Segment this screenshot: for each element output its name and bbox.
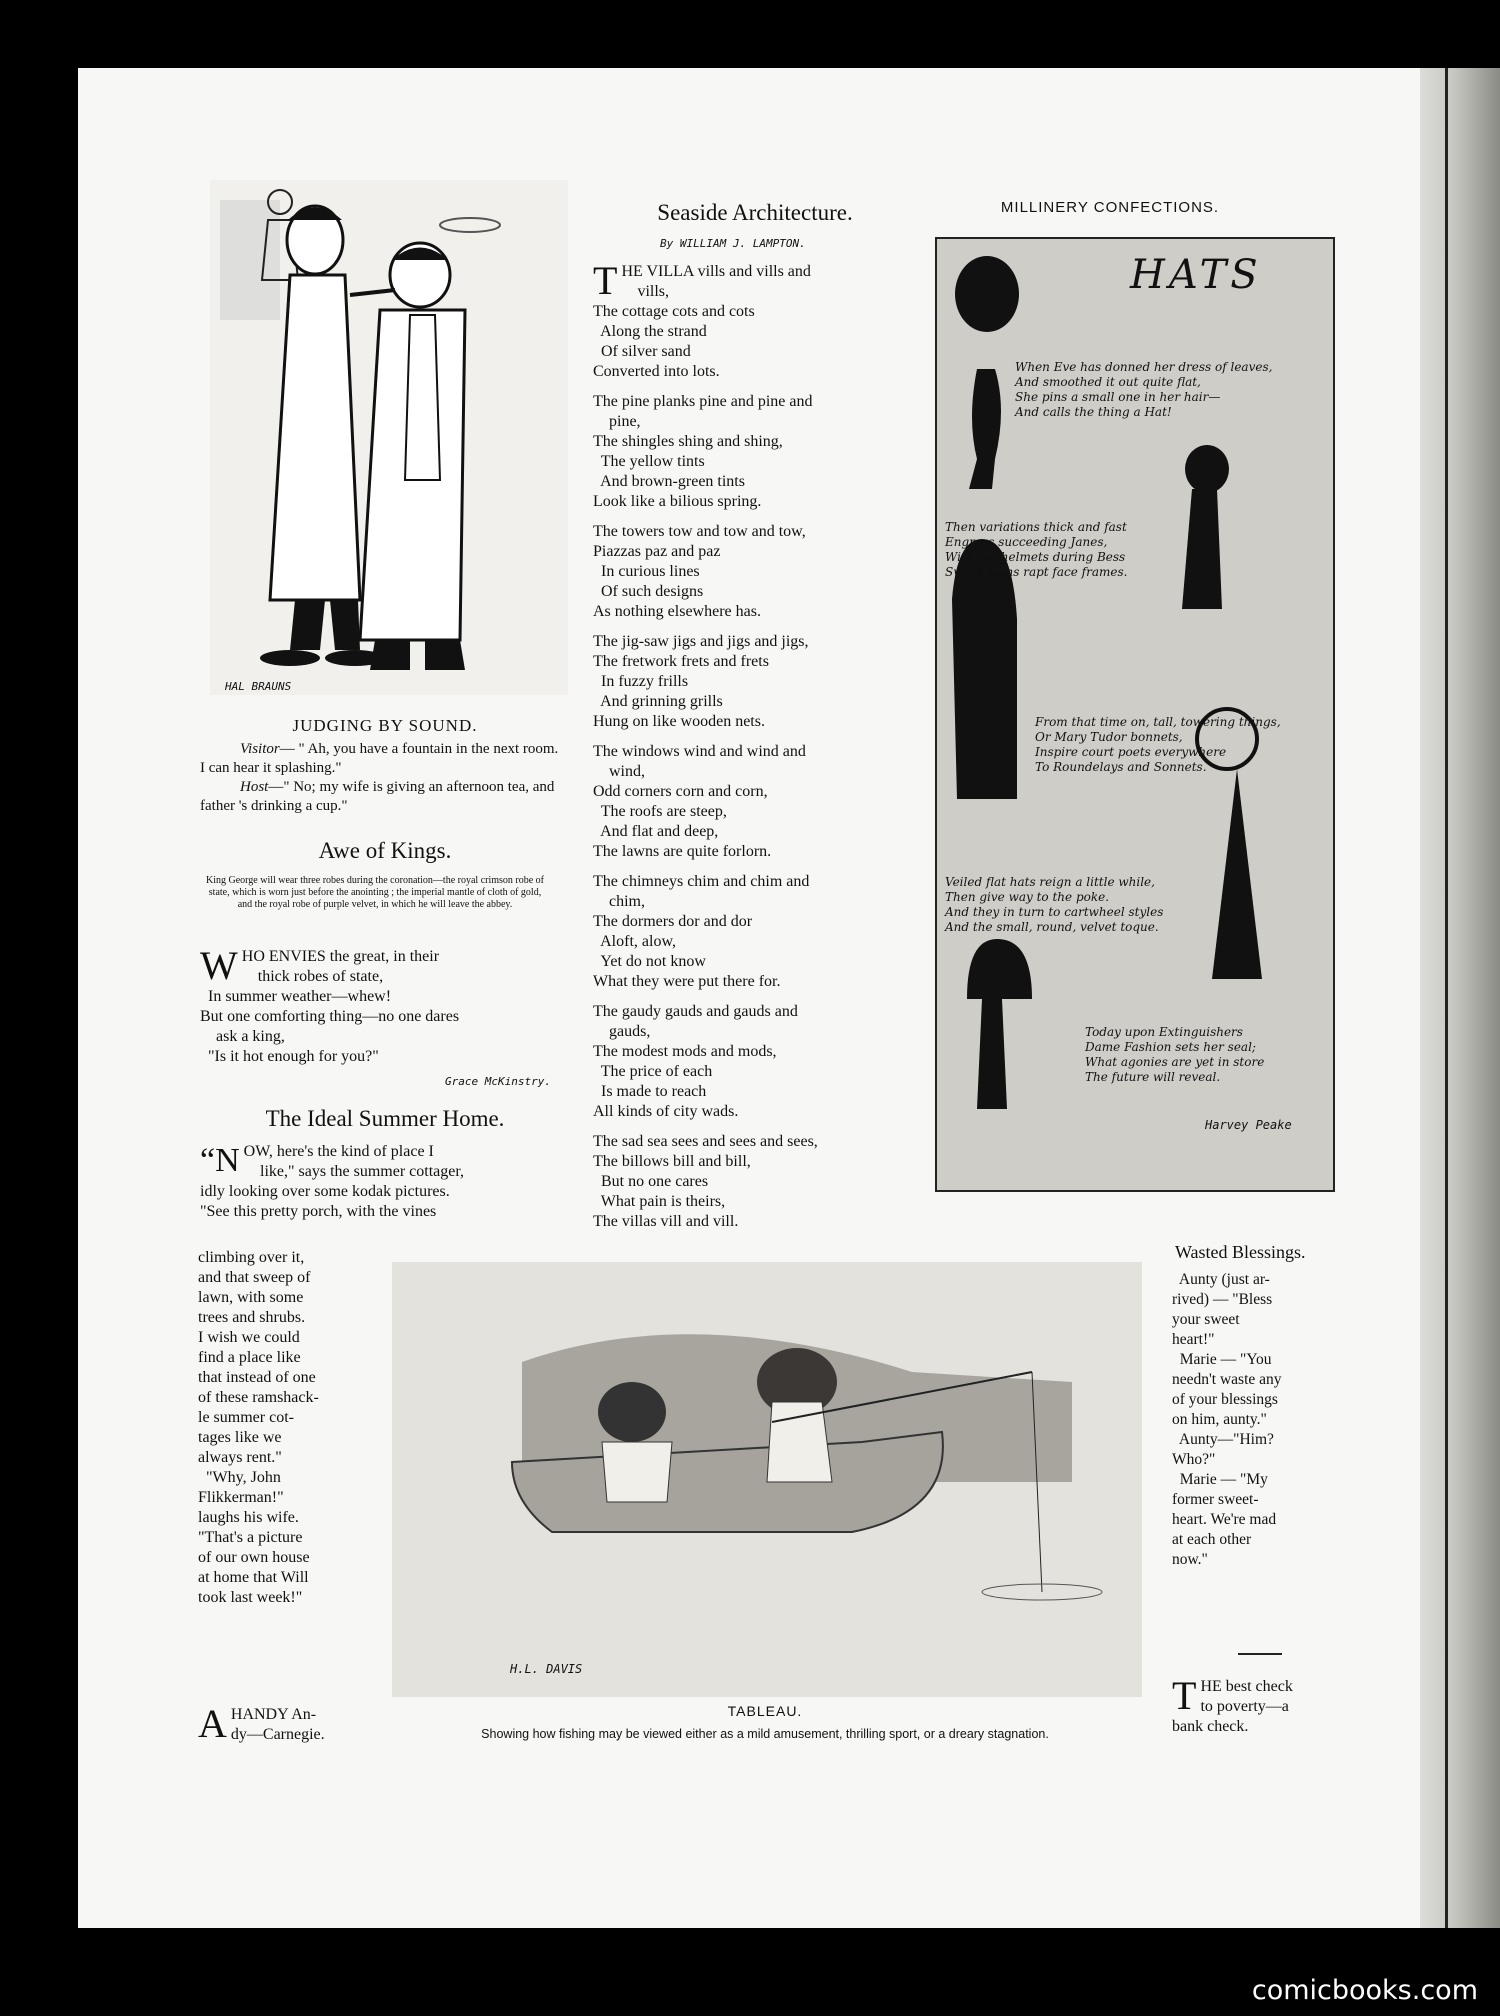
tableau-title: TABLEAU. (727, 1703, 803, 1719)
cartoon-title: JUDGING BY SOUND. (292, 716, 478, 735)
ideal-narrow-line: of our own house (198, 1549, 310, 1566)
page-spine (1420, 68, 1500, 1928)
tableau-illustration (392, 1262, 1142, 1697)
wasted-lines (1172, 1270, 1337, 1570)
boat-scene (392, 1262, 1142, 1697)
seaside-byline: By WILLIAM J. LAMPTON. (660, 237, 806, 250)
ideal-line-2: idly looking over some kodak pictures. (200, 1183, 450, 1200)
wasted-line: your sweet (1172, 1311, 1240, 1328)
wasted-line: Aunty—"Him? (1172, 1431, 1274, 1448)
hats-verse: From that time on, tall, towering things, Or Mary Tudor bonnets, Inspire court poets everywhere To Roundelays and Sonnets. (1035, 715, 1281, 774)
seaside-stanza: The jig-saw jigs and jigs and jigs, The fretwork frets and frets In fuzzy frills And grinning grills Hung on like wooden nets. (593, 633, 809, 730)
seaside-heading: Seaside Architecture. (657, 200, 853, 225)
awe-first-line: HO ENVIES the great, in their (241, 948, 440, 965)
hats-verse: Veiled flat hats reign a little while, Then give way to the poke. And they in turn to cartwheel styles And the small, round, velvet toque. (945, 875, 1164, 934)
check-line-1: HE best check (1200, 1678, 1293, 1695)
ideal-narrow-line: always rent." (198, 1449, 282, 1466)
ideal-narrow-line: laughs his wife. (198, 1509, 299, 1526)
wasted-line: Who?" (1172, 1451, 1216, 1468)
awe-verse: thick robes of state, In summer weather—whew! But one comforting thing—no one dares ask a king, "Is it hot enough for you?" (200, 968, 460, 1065)
wasted-line: needn't waste any (1172, 1371, 1282, 1388)
seaside-stanza: vills, The cottage cots and cots Along the strand Of silver sand Converted into lots. (593, 283, 755, 380)
check-line-3: bank check. (1172, 1718, 1249, 1735)
ideal-narrow-line: "Why, John (198, 1469, 281, 1486)
hats-verse: Then variations thick and fast Engross succeeding Janes, With the helmets during Bess Sweet Joans rapt face frames. (945, 520, 1128, 579)
ideal-narrow-line: I wish we could (198, 1329, 300, 1346)
ideal-drop-cap: “N (200, 1142, 240, 1179)
cartoon-signature: HAL BRAUNS (225, 680, 292, 693)
ideal-line-1: like," says the summer cottager, (260, 1163, 465, 1180)
check-drop-cap: T (1172, 1673, 1197, 1718)
seaside-stanza: The sad sea sees and sees and sees, The billows bill and bill, But no one cares What pain is theirs, The villas vill and vill. (593, 1133, 818, 1230)
cartoon-illustration (210, 180, 568, 695)
seaside-drop-cap: T (593, 258, 618, 303)
hats-verse: When Eve has donned her dress of leaves, And smoothed it out quite flat, She pins a small one in her hair— And calls the thing a Hat! (1015, 360, 1273, 419)
best-check (1172, 1673, 1342, 1737)
awe-author: Grace McKinstry. (445, 1075, 551, 1088)
ideal-narrow-line: took last week!" (198, 1589, 303, 1606)
host-line: Host—" No; my wife is giving an afternoon tea, and father 's drinking a cup." (200, 779, 555, 814)
ideal-narrow-line: climbing over it, (198, 1249, 305, 1266)
ideal-narrow-line: "That's a picture (198, 1529, 303, 1546)
seaside-first-line: HE VILLA vills and vills and (621, 263, 811, 280)
ideal-narrow-line: le summer cot- (198, 1409, 294, 1426)
awe-note: King George will wear three robes during the coronation—the royal crimson robe of state, which is worn just before the anointing ; the imperial mantle of cloth of gold, and the royal robe of purple velvet, in which he will leave the abbey. (205, 875, 545, 910)
awe-heading: Awe of Kings. (318, 838, 452, 863)
seaside-stanza: The towers tow and tow and tow, Piazzas paz and paz In curious lines Of such designs As nothing elsewhere has. (593, 523, 806, 620)
ideal-narrow-line: that instead of one (198, 1369, 316, 1386)
wasted-line: of your blessings (1172, 1391, 1278, 1408)
seaside-stanza: The pine planks pine and pine and pine, The shingles shing and shing, The yellow tints And brown-green tints Look like a bilious spring. (593, 393, 813, 510)
handy-line-1: HANDY An- (230, 1706, 317, 1723)
handy-line-2: dy—Carnegie. (230, 1726, 325, 1743)
hats-signature: Harvey Peake (1205, 1118, 1292, 1132)
millinery-heading: MILLINERY CONFECTIONS. (1000, 199, 1220, 216)
wasted-line: Marie — "You (1172, 1351, 1272, 1368)
handy-andy (198, 1701, 368, 1746)
ideal-heading: The Ideal Summer Home. (265, 1106, 505, 1131)
wasted-heading: Wasted Blessings. (1175, 1242, 1306, 1262)
cartoon-figures (210, 180, 568, 695)
handy-drop-cap: A (198, 1701, 227, 1746)
wasted-line: Marie — "My (1172, 1471, 1268, 1488)
watermark: comicbooks.com (1251, 1975, 1478, 2006)
wasted-line: at each other (1172, 1531, 1252, 1548)
wasted-line: heart. We're mad (1172, 1511, 1277, 1528)
seaside-stanza: The gaudy gauds and gauds and gauds, The modest mods and mods, The price of each Is made to reach All kinds of city wads. (593, 1003, 798, 1120)
seaside-stanzas (593, 282, 923, 1232)
ideal-narrow-line: and that sweep of (198, 1269, 311, 1286)
awe-drop-cap: W (200, 943, 238, 988)
tableau-caption: Showing how fishing may be viewed either as a mild amusement, thrilling sport, or a dreary stagnation. (481, 1727, 1049, 1741)
ideal-opening (200, 1142, 570, 1222)
ideal-narrow-line: of these ramshack- (198, 1389, 319, 1406)
check-line-2: to poverty—a (1200, 1698, 1289, 1715)
ideal-first-line: OW, here's the kind of place I (243, 1143, 434, 1160)
hats-verse: Today upon Extinguishers Dame Fashion sets her seal; What agonies are yet in store The future will reveal. (1085, 1025, 1265, 1084)
ideal-narrow-column (198, 1248, 363, 1608)
hats-title: HATS (1130, 252, 1262, 298)
ideal-narrow-line: Flikkerman!" (198, 1489, 284, 1506)
wasted-line: former sweet- (1172, 1491, 1259, 1508)
ideal-narrow-line: lawn, with some (198, 1289, 304, 1306)
seaside-stanza: The windows wind and wind and wind, Odd corners corn and corn, The roofs are steep, And flat and deep, The lawns are quite forlorn. (593, 743, 806, 860)
awe-poem (200, 943, 580, 1067)
visitor-line: Visitor— " Ah, you have a fountain in the next room. I can hear it splashing." (200, 741, 559, 776)
ideal-narrow-line: trees and shrubs. (198, 1309, 306, 1326)
ideal-narrow-line: tages like we (198, 1429, 282, 1446)
wasted-line: Aunty (just ar- (1172, 1271, 1270, 1288)
wasted-rule (1238, 1653, 1282, 1655)
wasted-line: now." (1172, 1551, 1208, 1568)
wasted-line: heart!" (1172, 1331, 1215, 1348)
wasted-line: on him, aunty." (1172, 1411, 1267, 1428)
seaside-stanza: The chimneys chim and chim and chim, The dormers dor and dor Aloft, alow, Yet do not know What they were put there for. (593, 873, 810, 990)
seaside-poem (593, 258, 923, 1242)
cartoon-dialogue (200, 740, 560, 816)
ideal-narrow-line: find a place like (198, 1349, 301, 1366)
spine-edge (1445, 68, 1448, 1928)
ideal-line-3: "See this pretty porch, with the vines (200, 1203, 437, 1220)
ideal-narrow-line: at home that Will (198, 1569, 309, 1586)
wasted-line: rived) — "Bless (1172, 1291, 1273, 1308)
tableau-signature: H.L. DAVIS (510, 1662, 583, 1676)
